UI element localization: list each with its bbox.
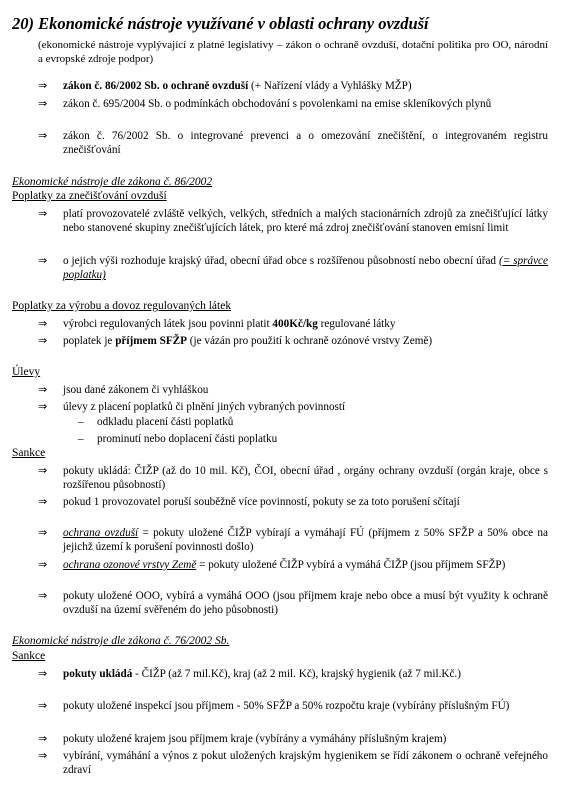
arrow-icon: ⇒ [38, 317, 48, 330]
ulevy-item-1: jsou dané zákonem či vyhláškou [63, 384, 209, 396]
arrow-icon: ⇒ [38, 558, 48, 571]
law-695-text: zákon č. 695/2004 Sb. o podmínkách obchodování s povolenkami na emise skleníkových plynů [63, 98, 492, 110]
sankce-item-3: = pokuty uložené ČIŽP vybírají a vymáhají FÚ (příjmem z 50% SFŽP a 50% obce na jejichž území k porušení povinnosti došlo) [63, 527, 548, 553]
vyroba-item-1-price: 400Kč/kg [272, 318, 318, 330]
vyroba-item-1a: výrobci regulovaných látek jsou povinni platit [63, 318, 273, 330]
ulevy-item-2: úlevy z placení poplatků či plnění jiných vybraných povinností [63, 401, 346, 413]
arrow-icon: ⇒ [38, 495, 48, 508]
title-text: Ekonomické nástroje využívané v oblasti ochrany ovzduší [38, 14, 429, 33]
arrow-icon: ⇒ [38, 334, 48, 347]
subheading-poplatky-znecistovani: Poplatky za znečišťování ovzduší [12, 190, 167, 202]
intro-paragraph: (ekonomické nástroje vyplývající z platné legislativy – zákon o ochraně ovzduší, dotační politika pro OO, národní a evropské zdroje podpor) [38, 39, 548, 65]
law-86-note: (+ Nařízení vlády a Vyhlášky MŽP) [248, 80, 412, 92]
arrow-icon: ⇒ [38, 97, 48, 110]
sec76-item-4: vybírání, vymáhání a výnos z pokut uložených krajským hygienikem se řídí zákonem o ochraně veřejného zdraví [63, 750, 548, 776]
arrow-icon: ⇒ [38, 254, 48, 267]
subheading-ulevy: Úlevy [12, 366, 41, 378]
ulevy-subitem-2: prominutí nebo doplacení části poplatku [97, 433, 278, 445]
law-76-text: zákon č. 76/2002 Sb. o integrované prevenci a o omezování znečištění, o integrovaném registru znečišťování [63, 130, 548, 156]
arrow-icon: ⇒ [38, 749, 48, 762]
sec76-item-2: pokuty uložené inspekcí jsou příjmem - 50% SFŽP a 50% rozpočtu kraje (vybírány příslušným FÚ) [63, 700, 510, 712]
sec76-item-1: - ČIŽP (až 7 mil.Kč), kraj (až 2 mil. Kč), krajský hygienik (až 7 mil.Kč.) [132, 668, 461, 680]
section-heading-86: Ekonomické nástroje dle zákona č. 86/2002 [12, 176, 213, 188]
arrow-icon: ⇒ [38, 207, 48, 220]
pokuty-uklada-label: pokuty ukládá [63, 668, 133, 680]
spravce-poplatku-note: (= správce poplatku) [63, 255, 548, 281]
arrow-icon: ⇒ [38, 732, 48, 745]
arrow-icon: ⇒ [38, 79, 48, 92]
subheading-sankce-86: Sankce [12, 447, 46, 459]
vyroba-item-1c: regulované látky [317, 318, 396, 330]
vyroba-item-2c: (je vázán pro použití k ochraně ozónové vrstvy Země) [186, 335, 433, 347]
poplatky-item-1: platí provozovatelé zvláště velkých, velkých, středních a malých stacionárních zdrojů za znečišťující látky nebo stanovené skupiny znečišťujících látek, pro které má zdroj znečišťování stanoven emisní limit [63, 208, 548, 234]
arrow-icon: ⇒ [38, 129, 48, 142]
subheading-vyroba-dovoz: Poplatky za výrobu a dovoz regulovaných látek [12, 300, 232, 312]
subheading-sankce-76: Sankce [12, 650, 46, 662]
arrow-icon: ⇒ [38, 400, 48, 413]
sec76-item-3: pokuty uložené krajem jsou příjmem kraje (vybírány a vymáhány příslušným krajem) [63, 733, 447, 745]
dash-bullet: – [78, 416, 84, 428]
arrow-icon: ⇒ [38, 526, 48, 539]
section-heading-76: Ekonomické nástroje dle zákona č. 76/2002 Sb. [12, 635, 230, 647]
ulevy-subitem-1: odkladu placení části poplatků [97, 416, 234, 428]
vyroba-item-2a: poplatek je [63, 335, 116, 347]
poplatky-item-2: o jejich výši rozhoduje krajský úřad, obecní úřad obce s rozšířenou působností nebo obecní úřad [63, 255, 499, 267]
page-title [12, 14, 429, 34]
sankce-item-2: pokud 1 provozovatel poruší souběžně více povinností, pokuty se za toto porušení sčítají [63, 496, 460, 508]
law-86-title: zákon č. 86/2002 Sb. o ochraně ovzduší [63, 80, 249, 92]
sankce-item-4: = pokuty uložené ČIŽP vybírá a vymáhá ČIŽP (jsou příjmem SFŽP) [196, 559, 506, 571]
sankce-item-5: pokuty uložené OOO, vybírá a vymáhá OOO (jsou příjmem kraje nebo obce a musí být využity k ochraně ovzduší na území svěřeném do jeho působnosti) [63, 590, 548, 616]
arrow-icon: ⇒ [38, 667, 48, 680]
arrow-icon: ⇒ [38, 464, 48, 477]
sankce-item-1: pokuty ukládá: ČIŽP (až do 10 mil. Kč), ČOI, obecní úřad , orgány ochrany ovzduší (orgán kraje, obce s rozšířenou působností) [63, 465, 548, 491]
arrow-icon: ⇒ [38, 383, 48, 396]
dash-bullet: – [78, 433, 84, 445]
arrow-icon: ⇒ [38, 699, 48, 712]
arrow-icon: ⇒ [38, 589, 48, 602]
vyroba-item-2-prijem: příjmem SFŽP [115, 335, 187, 347]
title-number: 20) [12, 14, 34, 33]
ochrana-ovzdusi-label: ochrana ovzduší [63, 527, 139, 539]
ochrana-ozonove-vrstvy-label: ochrana ozonové vrstvy Země [63, 559, 197, 571]
